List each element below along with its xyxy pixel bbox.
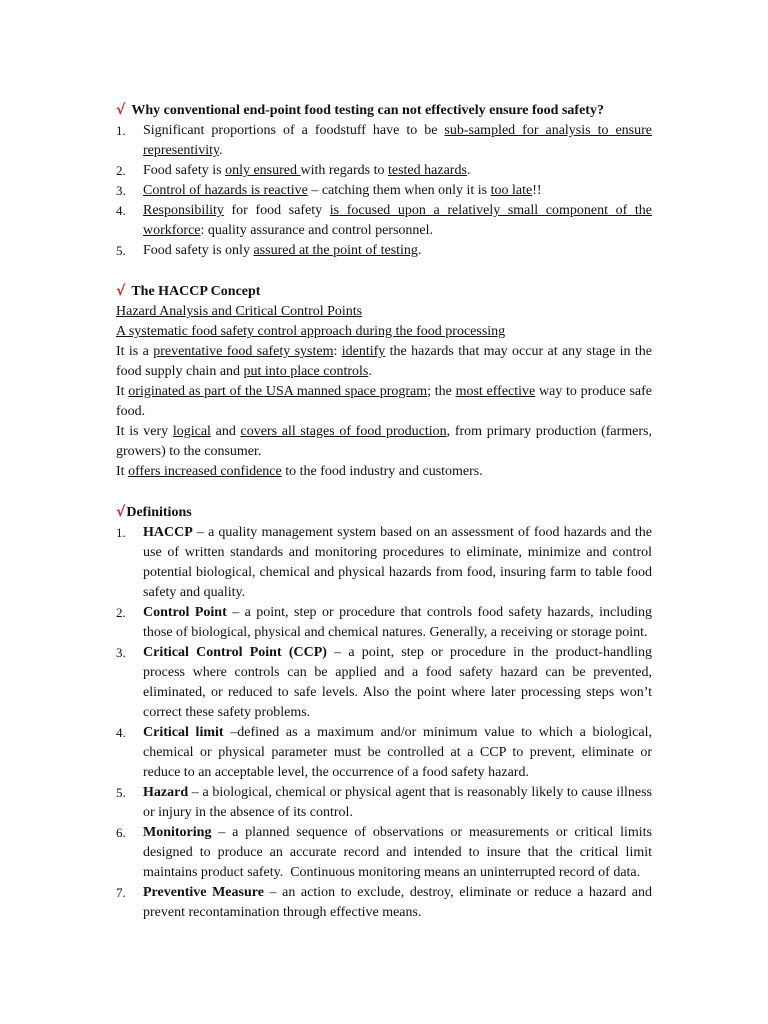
definition-item [116, 643, 652, 723]
section-heading [116, 502, 652, 523]
list-number: 4. [116, 203, 126, 218]
underlined-text: Hazard Analysis and Critical Control Points [116, 304, 363, 319]
para-text: . [368, 364, 372, 379]
paragraph [116, 342, 652, 382]
definition-term: Monitoring [143, 825, 212, 840]
list-number: 1. [116, 525, 126, 540]
paragraph [116, 462, 652, 482]
definition-text: – a point, step or procedure that controls food safety hazards, including those of biological, physical and chemical natures. Generally, a receiving or storage point. [143, 605, 652, 640]
list-number: 4. [116, 725, 126, 740]
definition-item [116, 723, 652, 783]
para-text: It is very [116, 424, 173, 439]
paragraph [116, 422, 652, 462]
item-text: Significant proportions of a foodstuff have to be [143, 123, 445, 138]
definition-text: –defined as a maximum and/or minimum value to which a biological, chemical or physical parameter must be controlled at a CCP to prevent, eliminate or reduce to an acceptable level, the occurrence of a food safety hazard. [143, 725, 652, 780]
section-definitions [116, 502, 656, 923]
underlined-text: covers all stages of food production [240, 424, 447, 439]
list-item [116, 121, 652, 161]
underlined-text: A systematic food safety control approach during the food processing [116, 324, 506, 339]
list-number: 5. [116, 243, 126, 258]
definition-text: – a planned sequence of observations or measurements or critical limits designed to produce an accurate record and intended to insure that the critical limit maintains product safety. Continuous monitoring means an uninterrupted record of data. [143, 825, 656, 880]
definition-text: – a point, step or procedure in the product-handling process where controls can be applied and a food safety hazard can be prevented, eliminated, or reduced to safe levels. Also the point where later processing steps won’t correct these safety problems. [143, 645, 653, 720]
para-text: : [333, 344, 342, 359]
definition-item [116, 823, 656, 883]
para-text: way to produce safe food. [116, 384, 652, 419]
definitions-list [116, 523, 656, 923]
item-text: with regards to [300, 163, 388, 178]
underlined-text: preventative food safety system [153, 344, 334, 359]
para-text: It [116, 384, 129, 399]
para-text: It [116, 464, 129, 479]
definition-item [116, 523, 652, 603]
list-number: 2. [116, 605, 126, 620]
heading-text: Definitions [126, 505, 192, 520]
definition-term: Critical Control Point (CCP) [143, 645, 327, 660]
list-number: 3. [116, 645, 126, 660]
section-heading [116, 281, 652, 302]
paragraph [116, 382, 652, 422]
underlined-text: Responsibility [143, 203, 224, 218]
list-number: 3. [116, 183, 126, 198]
list-item [116, 241, 652, 261]
numbered-list [116, 121, 652, 261]
list-number: 5. [116, 785, 126, 800]
para-text: and [210, 424, 241, 439]
underlined-text: tested hazards [387, 163, 467, 178]
item-text: Food safety is [143, 163, 226, 178]
definition-term: Critical limit [143, 725, 224, 740]
underlined-text: too late [490, 183, 533, 198]
item-text: !! [532, 183, 542, 198]
definition-term: Control Point [143, 605, 227, 620]
item-text: . [219, 143, 223, 158]
check-mark-icon: √ [116, 102, 126, 118]
definition-term: HACCP [143, 525, 193, 540]
para-text: ; the [427, 384, 456, 399]
spacer [116, 482, 652, 502]
underlined-text: most effective [455, 384, 536, 399]
list-number: 1. [116, 123, 126, 138]
definition-term: Hazard [143, 785, 189, 800]
para-text: the hazards that may occur at any stage in the food supply chain and [116, 344, 653, 379]
heading-text: Why conventional end-point food testing can not effectively ensure food safety? [131, 103, 604, 118]
check-mark-icon: √ [116, 504, 126, 520]
underlined-text: sub-sampled for analysis to ensure representivity [143, 123, 652, 158]
para-text: It is a [116, 344, 154, 359]
underlined-text: originated as part of the USA manned space program [128, 384, 428, 399]
list-item [116, 201, 652, 241]
list-number: 2. [116, 163, 126, 178]
definition-text: – a quality management system based on an assessment of food hazards and the use of written standards and monitoring procedures to eliminate, minimize and control potential biological, chemical and physical hazards from food, insuring farm to table food safety and quality. [143, 525, 652, 600]
heading-text: The HACCP Concept [131, 284, 261, 299]
haccp-description [116, 322, 652, 342]
section-haccp-concept [116, 281, 652, 482]
document-page [116, 100, 656, 923]
definition-text: – an action to exclude, destroy, eliminate or reduce a hazard and prevent recontamination through effective means. [143, 885, 652, 920]
list-number: 6. [116, 825, 126, 840]
definition-item [116, 783, 652, 823]
para-text: to the food industry and customers. [281, 464, 483, 479]
item-text: . [417, 243, 422, 258]
section-end-point-testing [116, 100, 652, 261]
definition-term: Preventive Measure [143, 885, 264, 900]
underlined-text: only ensured [225, 163, 301, 178]
item-text: for food safety [223, 203, 330, 218]
underlined-text: is focused upon a relatively small component of the workforce [143, 203, 652, 238]
definition-text: – a biological, chemical or physical agent that is reasonably likely to cause illness or injury in the absence of its control. [143, 785, 652, 820]
item-text: . [466, 163, 471, 178]
haccp-expansion [116, 302, 652, 322]
list-item [116, 161, 652, 181]
spacer [116, 261, 652, 281]
check-mark-icon: √ [116, 283, 126, 299]
item-text: Food safety is only [143, 243, 254, 258]
item-text: – catching them when only it is [307, 183, 491, 198]
underlined-text: Control of hazards is reactive [143, 183, 308, 198]
underlined-text: put into place controls [243, 364, 369, 379]
list-number: 7. [116, 885, 126, 900]
definition-item [116, 883, 652, 923]
section-heading [116, 100, 652, 121]
definition-item [116, 603, 652, 643]
item-text: : quality assurance and control personnel. [200, 223, 434, 238]
underlined-text: logical [172, 424, 211, 439]
underlined-text: offers increased confidence [128, 464, 282, 479]
underlined-text: identify [341, 344, 386, 359]
underlined-text: assured at the point of testing [253, 243, 418, 258]
para-text: , from primary production (farmers, growers) to the consumer. [116, 424, 653, 459]
list-item [116, 181, 652, 201]
